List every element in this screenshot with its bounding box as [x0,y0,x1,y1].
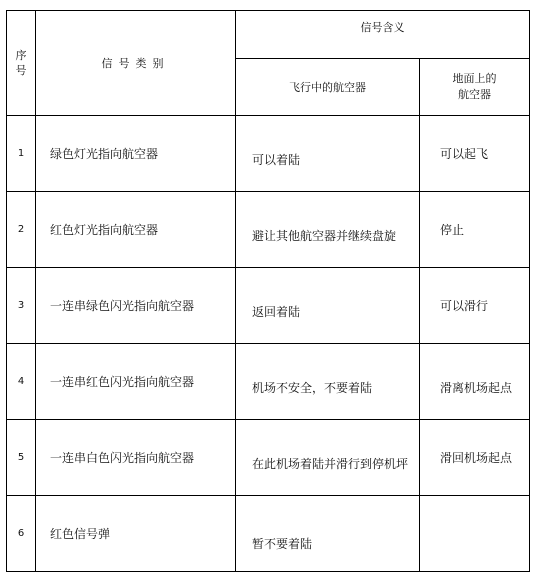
in-flight-text: 可以着陆 [252,153,301,167]
row-number [7,116,36,192]
table-row [7,496,530,572]
in-flight-text: 避让其他航空器并继续盘旋 [252,229,397,243]
row-number-text: 6 [17,528,25,539]
header-meaning [236,11,530,59]
row-number [7,420,36,496]
in-flight-text: 暂不要着陆 [252,537,313,551]
in-flight-cell [236,192,420,268]
on-ground-text: 可以滑行 [440,299,489,313]
on-ground-text: 滑回机场起点 [440,451,513,465]
header-category-label: 信号类别 [101,57,170,70]
row-number [7,192,36,268]
row-number [7,268,36,344]
on-ground-cell [420,192,530,268]
table-row [7,192,530,268]
in-flight-cell [236,496,420,572]
in-flight-cell [236,268,420,344]
in-flight-text: 返回着陆 [252,305,301,319]
in-flight-cell [236,344,420,420]
in-flight-text: 在此机场着陆并滑行到停机坪 [252,457,409,471]
row-number-text: 1 [17,148,25,159]
category-cell [36,268,236,344]
on-ground-text: 停止 [440,223,465,237]
row-number-text: 3 [17,300,25,311]
row-number-text: 4 [17,376,25,387]
category-cell [36,496,236,572]
table-row [7,268,530,344]
category-text: 一连串绿色闪光指向航空器 [50,299,195,313]
header-in-flight-label: 飞行中的航空器 [289,81,366,94]
header-row-1 [7,11,530,59]
header-on-ground-label: 地面上的航空器 [452,72,497,101]
on-ground-cell [420,420,530,496]
on-ground-cell [420,344,530,420]
in-flight-text: 机场不安全，不要着陆 [252,381,373,395]
table-row [7,116,530,192]
header-category [36,11,236,116]
category-text: 一连串红色闪光指向航空器 [50,375,195,389]
header-seq-label: 序号 [15,49,27,77]
table-row [7,344,530,420]
header-on-ground [420,59,530,116]
category-text: 红色信号弹 [50,527,111,541]
in-flight-cell [236,420,420,496]
in-flight-cell [236,116,420,192]
category-text: 绿色灯光指向航空器 [50,147,159,161]
on-ground-cell [420,496,530,572]
row-number [7,496,36,572]
category-cell [36,116,236,192]
header-seq [7,11,36,116]
category-text: 红色灯光指向航空器 [50,223,159,237]
signal-table [6,10,530,572]
on-ground-cell [420,116,530,192]
category-text: 一连串白色闪光指向航空器 [50,451,195,465]
header-meaning-label: 信号含义 [360,20,405,34]
category-cell [36,192,236,268]
on-ground-text: 可以起飞 [440,147,489,161]
category-cell [36,420,236,496]
row-number-text: 5 [17,452,25,463]
header-in-flight [236,59,420,116]
on-ground-cell [420,268,530,344]
table-row [7,420,530,496]
on-ground-text: 滑离机场起点 [440,381,513,395]
row-number-text: 2 [17,224,25,235]
category-cell [36,344,236,420]
row-number [7,344,36,420]
